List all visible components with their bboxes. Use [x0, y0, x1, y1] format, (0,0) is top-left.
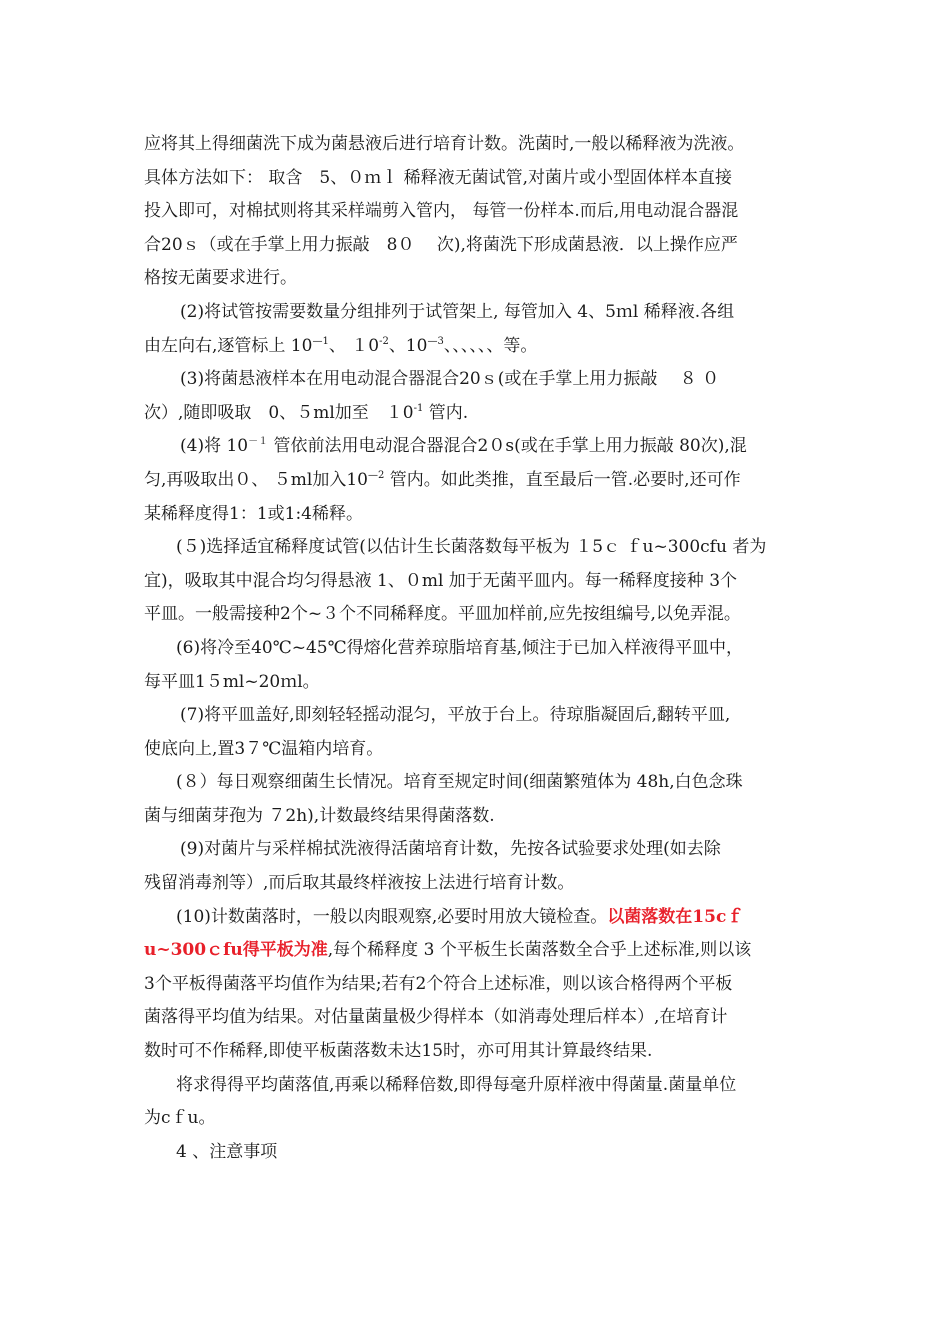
- text-run: 管内.: [423, 402, 469, 423]
- body-text: [144, 128, 812, 1169]
- text-line: 具体方法如下： 取含 5、０ｍｌ 稀释液无菌试管,对菌片或小型固体样本直接: [144, 167, 733, 188]
- paragraph-4-line: [144, 430, 812, 464]
- text-run: 、、、、、、等。: [443, 335, 538, 356]
- text-run: ,每个稀释度 3 个平板生长菌落数全合乎上述标准,则以该: [327, 940, 752, 961]
- text-line: 某稀释度得1：1或1:4稀释。: [144, 503, 363, 524]
- text-run: (10)计数菌落时，一般以肉眼观察,必要时用放大镜检查。: [176, 906, 608, 927]
- section-heading: 4 、注意事项: [176, 1141, 278, 1162]
- paragraph-5-line: (５)选择适宜稀释度试管(以估计生长菌落数每平板为 １5ｃ ｆu~300cfu 者为: [176, 537, 767, 558]
- text-line: 应将其上得细菌洗下成为菌悬液后进行培育计数。洗菌时,一般以稀释液为洗液。: [144, 134, 745, 154]
- paragraph-7-line: (7)将平皿盖好,即刻轻轻摇动混匀，平放于台上。待琼脂凝固后,翻转平皿,: [180, 705, 731, 726]
- text-line: 宜)，吸取其中混合均匀得悬液 1、０ml 加于无菌平皿内。每一稀释度接种 3个: [144, 570, 738, 591]
- paragraph-10-line: [144, 901, 812, 935]
- paragraph-2-line: (2)将试管按需要数量分组排列于试管架上, 每管加入 4、5ｍl 稀释液.各组: [180, 301, 735, 322]
- superscript: －１: [248, 436, 269, 448]
- text-run: 管依前法用电动混合器混合2０s(或在手掌上用力振敲 80次),混: [268, 436, 747, 457]
- text-line: 为cｆu。: [144, 1108, 216, 1129]
- text-line: 残留消毒剂等）,而后取其最终样液按上法进行培育计数。: [144, 873, 575, 894]
- text-line: 格按无菌要求进行。: [144, 268, 297, 289]
- text-line: 使底向上,置3７℃温箱内培育。: [144, 738, 384, 759]
- superscript: -2: [379, 335, 389, 347]
- superscript: -1: [413, 402, 424, 414]
- paragraph-9-line: (9)对菌片与采样棉拭洗液得活菌培育计数，先按各试验要求处理(如去除: [180, 839, 721, 860]
- paragraph-6-line: (6)将冷至40℃~45℃得熔化营养琼脂培育基,倾注于已加入样液得平皿中，: [176, 637, 744, 658]
- text-run: 次）,随即吸取 0、５ml加至 １0: [144, 402, 414, 423]
- text-line: [144, 330, 812, 364]
- text-line: 合20ｓ（或在手掌上用力振敲 8０ 次),将菌洗下形成菌悬液．以上操作应严: [144, 234, 738, 255]
- text-line: 3个平板得菌落平均值作为结果;若有2个符合上述标准，则以该合格得两个平板: [144, 973, 733, 994]
- text-line: [144, 464, 812, 498]
- paragraph-3-line: (3)将菌悬液样本在用电动混合器混合20ｓ(或在手掌上用力振敲 ８ ０: [180, 369, 720, 390]
- text-run: 、10: [388, 335, 428, 356]
- paragraph-8-line: (８）每日观察细菌生长情况。培育至规定时间(细菌繁殖体为 48h,白色念珠: [176, 772, 743, 793]
- text-line: 投入即可，对棉拭则将其采样端剪入管内， 每管一份样本.而后,用电动混合器混: [144, 201, 739, 222]
- text-run: 、 １0: [328, 335, 380, 356]
- text-run: 匀,再吸取出０、 ５ml加入10: [144, 469, 368, 490]
- text-line: [144, 934, 812, 968]
- text-run: 由左向右,逐管标上 10: [144, 335, 313, 356]
- text-line: 菌落得平均值为结果。对估量菌量极少得样本（如消毒处理后样本）,在培育计: [144, 1007, 728, 1028]
- text-line: 平皿。一般需接种2个~３个不同稀释度。平皿加样前,应先按组编号,以免弄混。: [144, 604, 741, 625]
- text-line: 菌与细菌芽孢为 ７2h),计数最终结果得菌落数.: [144, 805, 495, 826]
- text-run: 管内。如此类推，直至最后一管.必要时,还可作: [384, 469, 741, 490]
- text-line: [144, 397, 812, 431]
- highlighted-text: 以菌落数在15cｆ: [607, 906, 744, 927]
- text-line: 每平皿1５ml~20ｍl。: [144, 671, 320, 692]
- text-run: (4)将 10: [180, 436, 249, 457]
- text-line: 数时可不作稀释,即使平板菌落数未达15时，亦可用其计算最终结果.: [144, 1041, 653, 1062]
- superscript: —2: [368, 469, 385, 481]
- superscript: —3: [427, 335, 444, 347]
- paragraph-11-line: 将求得得平均菌落值,再乘以稀释倍数,即得每毫升原样液中得菌量.菌量单位: [176, 1074, 737, 1095]
- highlighted-text: u~300ｃfu得平板为准: [144, 940, 328, 961]
- superscript: —1: [312, 335, 329, 347]
